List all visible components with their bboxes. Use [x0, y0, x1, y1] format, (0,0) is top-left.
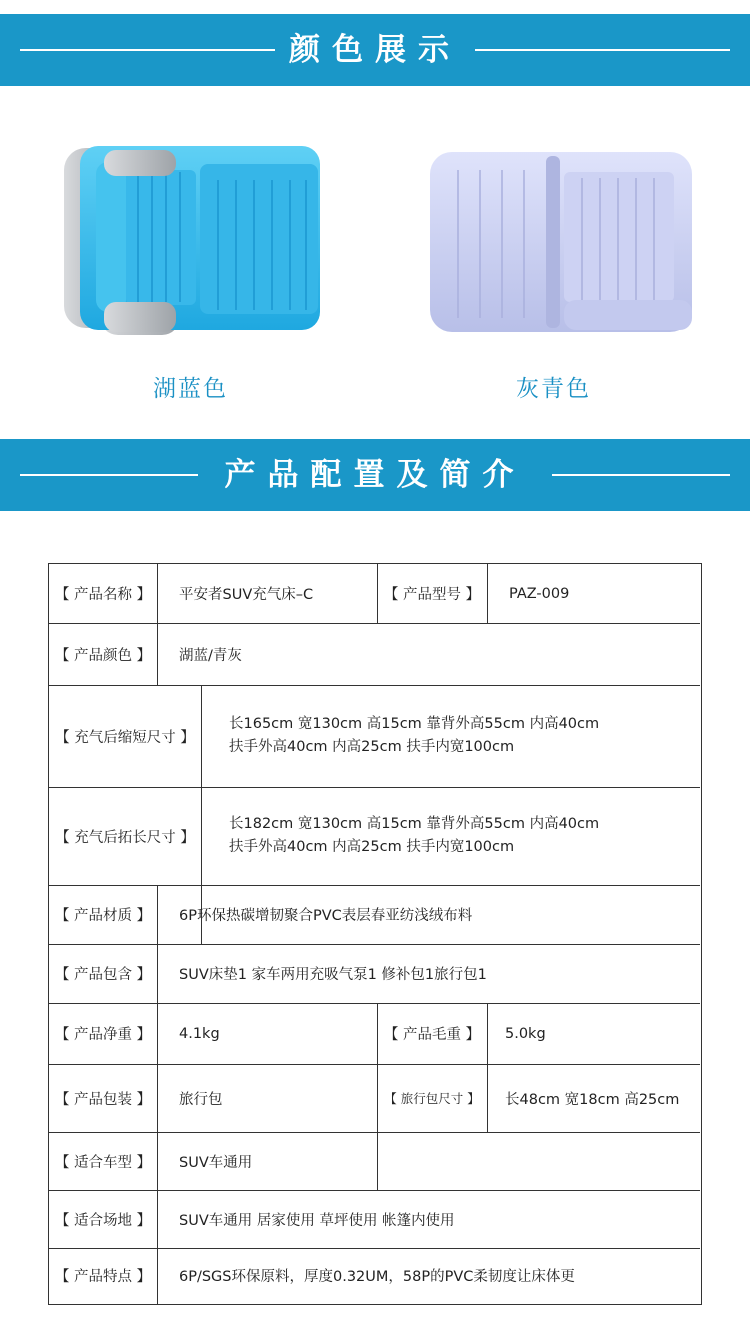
gray-cyan-mattress-image — [428, 150, 698, 335]
label-use-places: 【 适合场地 】 — [54, 1212, 152, 1229]
color-caption-lake-blue: 湖蓝色 — [153, 376, 228, 402]
value-product-color: 湖蓝/青灰 — [179, 647, 242, 664]
label-bag-size: 【 旅行包尺寸 】 — [384, 1091, 480, 1106]
value-bag-size: 长48cm 宽18cm 高25cm — [505, 1091, 680, 1108]
section-title: 产品配置及简介 — [224, 457, 526, 493]
value-material: 6P环保热碳增韧聚合PVC表层春亚纺浅绒布料 — [179, 908, 473, 924]
value-net-weight: 4.1kg — [179, 1025, 220, 1042]
section-title: 颜色展示 — [289, 32, 461, 68]
label-package-contents: 【 产品包含 】 — [54, 967, 152, 983]
label-long-size: 【 充气后拓长尺寸 】 — [55, 829, 195, 846]
spec-table — [48, 563, 702, 1305]
label-features: 【 产品特点 】 — [54, 1269, 152, 1285]
label-material: 【 产品材质 】 — [54, 908, 152, 924]
value-short-size — [201, 685, 700, 787]
label-gross-weight: 【 产品毛重 】 — [383, 1027, 481, 1043]
value-product-model: PAZ-009 — [509, 585, 570, 602]
label-product-model: 【 产品型号 】 — [383, 587, 481, 603]
long-size-line-2: 扶手外高40cm 内高25cm 扶手内宽100cm — [229, 839, 515, 855]
label-vehicle-type: 【 适合车型 】 — [54, 1154, 152, 1171]
color-caption-gray-cyan: 灰青色 — [516, 376, 591, 402]
value-vehicle-type: SUV车通用 — [179, 1154, 253, 1171]
color-display-banner — [0, 14, 750, 86]
label-short-size: 【 充气后缩短尺寸 】 — [55, 729, 195, 746]
long-size-line-1: 长182cm 宽130cm 高15cm 靠背外高55cm 内高40cm — [229, 816, 600, 832]
label-product-color: 【 产品颜色 】 — [54, 647, 152, 664]
value-gross-weight: 5.0kg — [505, 1025, 546, 1042]
value-packaging: 旅行包 — [179, 1091, 223, 1108]
lake-blue-mattress-image — [60, 140, 330, 340]
label-packaging: 【 产品包装 】 — [54, 1091, 152, 1108]
value-package-contents: SUV床垫1 家车两用充吸气泵1 修补包1旅行包1 — [179, 967, 487, 983]
short-size-line-1: 长165cm 宽130cm 高15cm 靠背外高55cm 内高40cm — [229, 716, 600, 732]
value-use-places: SUV车通用 居家使用 草坪使用 帐篷内使用 — [179, 1212, 455, 1229]
label-net-weight: 【 产品净重 】 — [54, 1027, 152, 1043]
product-config-banner — [0, 439, 750, 511]
value-product-name: 平安者SUV充气床–C — [179, 587, 314, 603]
value-features: 6P/SGS环保原料，厚度0.32UM，58P的PVC柔韧度让床体更 — [179, 1269, 575, 1285]
label-product-name: 【 产品名称 】 — [54, 587, 152, 603]
value-long-size — [201, 787, 700, 885]
short-size-line-2: 扶手外高40cm 内高25cm 扶手内宽100cm — [229, 739, 515, 755]
